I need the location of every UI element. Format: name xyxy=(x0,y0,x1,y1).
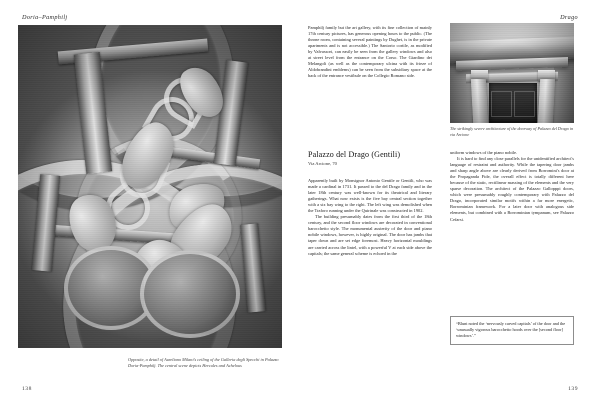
paragraph: Apparently built by Monsignor Antonio Gentile or Gentili, who was made a cardinal in 1731. It passed to the del Drago family and in the later 18th century was well-known for its theatrical and literary gatherings. What now exists is the five bay central section together with a six bay wing to the right. The left wing was demolished when the Traforo running under the Quirinale was constructed in 1902. xyxy=(308,178,432,214)
running-head-left: Doria–Pamphilj xyxy=(22,14,68,21)
paragraph: It is hard to find any close parallels for the unidentified architect's language of restraint and authority. While the tapering door jambs and sharp angle above are clearly derived from Borromini's door at the Propaganda Fide, the overall effect is totally different here because of the static, rectilinear massing of the elements and the very sparse decoration. The architect of the Palazzo Gallopppi doors, which were presumably roughly contemporary with Palazzo del Drago, incorporated similar motifs within a far more energetic, Borrominian framework. For a later door with analogous side elements, but combined with a Borrominian tympanum, see Palazzo Cefarsi. xyxy=(450,156,574,222)
body-column-two xyxy=(450,150,574,223)
body-column-one-lower xyxy=(308,178,432,257)
section-address: Via Arcione, 70 xyxy=(308,161,337,166)
photo-caption-left: Opposite, a detail of Aureliano Milani's ceiling of the Galleria degli Specchi in Palazzo Doria-Pamphilj. The central scene depicts Hercules and Achelous xyxy=(128,357,279,369)
section-title: Palazzo del Drago (Gentili) xyxy=(308,150,401,159)
body-column-one-top xyxy=(308,25,432,79)
paragraph: uniform windows of the piano nobile. xyxy=(450,150,518,155)
running-head-right: Drago xyxy=(560,14,578,21)
doorway-photograph xyxy=(450,23,574,123)
ceiling-fresco-photograph xyxy=(18,25,282,348)
photo-vignette xyxy=(450,23,574,123)
section-heading-block xyxy=(308,150,438,166)
folio-right: 139 xyxy=(568,386,578,392)
photo-caption-right: The strikingly severe architecture of the doorway of Palazzo del Drago in via Arcione xyxy=(450,126,574,137)
pull-quote-box: “Blunt noted the ‘nervously carved capitals’ of the door and the ‘unusually vigorous barocchetto hoods over the [second floor] windows’.” xyxy=(450,316,574,345)
photo-vignette xyxy=(18,25,282,348)
folio-left: 138 xyxy=(22,386,32,392)
paragraph: The building presumably dates from the first third of the 18th century, and the second floor windows are decorated in conventional barocchetto style. The monumental austerity of the door and piano nobile windows, however, is highly original. The door has jambs that taper down and are set edge foremost. Heavy horizontal mouldings are carried across the lintel, with a powerful V at each side above the capitals; the same general scheme is echoed in the xyxy=(308,214,432,256)
paragraph: Pamphilj family but the art gallery, with its fine collection of mainly 17th century pictures, has generous opening hours to the public. (The throne room, containing several paintings by Dughet, is in the private apartments and is not accessible.) The Santorio cortile, as modified by Valvassori, can easily be seen from the gallery windows and also at street level from the entrance on the Corso. The Giardino dei Melangoli (as well as the contemporary ulcina with its frieze of Aldobrandini emblems) can be seen from the subsidiary space at the back of the entrance vestibule on the Collegio Romano side. xyxy=(308,25,432,79)
right-page xyxy=(300,0,600,410)
